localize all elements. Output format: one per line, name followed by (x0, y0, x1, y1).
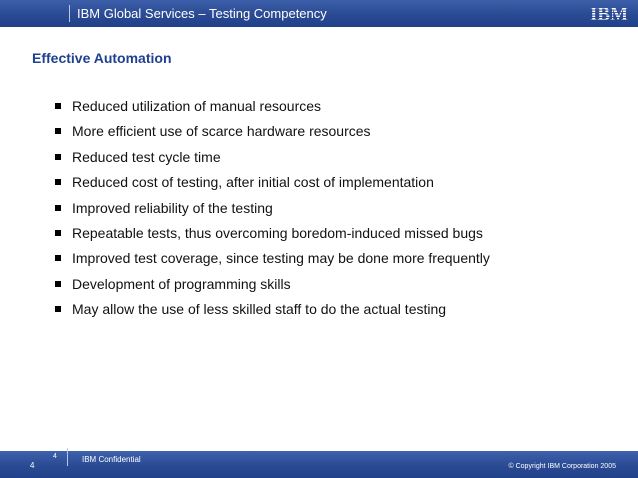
list-item (55, 149, 490, 174)
list-item (55, 123, 490, 148)
slide-title: Effective Automation (32, 50, 172, 66)
list-item (55, 98, 490, 123)
bullet-text: Reduced cost of testing, after initial cost of implementation (72, 174, 434, 191)
footer-page-number-small: 4 (53, 453, 57, 460)
list-item (55, 301, 490, 326)
bullet-text: Improved reliability of the testing (72, 199, 273, 216)
bullet-text: Repeatable tests, thus overcoming boredom-induced missed bugs (72, 224, 483, 241)
list-item (55, 250, 490, 275)
bullet-list (55, 98, 490, 327)
footer-divider (67, 448, 68, 466)
footer-copyright: © Copyright IBM Corporation 2005 (508, 463, 616, 470)
footer-confidential: IBM Confidential (82, 455, 141, 464)
bullet-square-icon (55, 179, 61, 185)
bullet-text: Reduced test cycle time (72, 148, 221, 165)
list-item (55, 276, 490, 301)
bullet-square-icon (55, 128, 61, 134)
ibm-logo-text: IBM (590, 4, 628, 23)
bullet-text: Improved test coverage, since testing may be done more frequently (72, 250, 490, 267)
footer-page-number: 4 (30, 461, 35, 470)
ibm-logo-icon (586, 3, 632, 23)
bullet-text: More efficient use of scarce hardware resources (72, 123, 371, 140)
list-item (55, 225, 490, 250)
bullet-text: Development of programming skills (72, 275, 291, 292)
header-title: IBM Global Services – Testing Competency (77, 6, 327, 21)
bullet-square-icon (55, 255, 61, 261)
list-item (55, 200, 490, 225)
list-item (55, 174, 490, 199)
bullet-square-icon (55, 205, 61, 211)
bullet-square-icon (55, 281, 61, 287)
bullet-square-icon (55, 154, 61, 160)
header-divider (69, 5, 70, 22)
bullet-square-icon (55, 103, 61, 109)
bullet-square-icon (55, 306, 61, 312)
bullet-square-icon (55, 230, 61, 236)
bullet-text: Reduced utilization of manual resources (72, 98, 322, 114)
bullet-text: May allow the use of less skilled staff to do the actual testing (72, 301, 447, 318)
